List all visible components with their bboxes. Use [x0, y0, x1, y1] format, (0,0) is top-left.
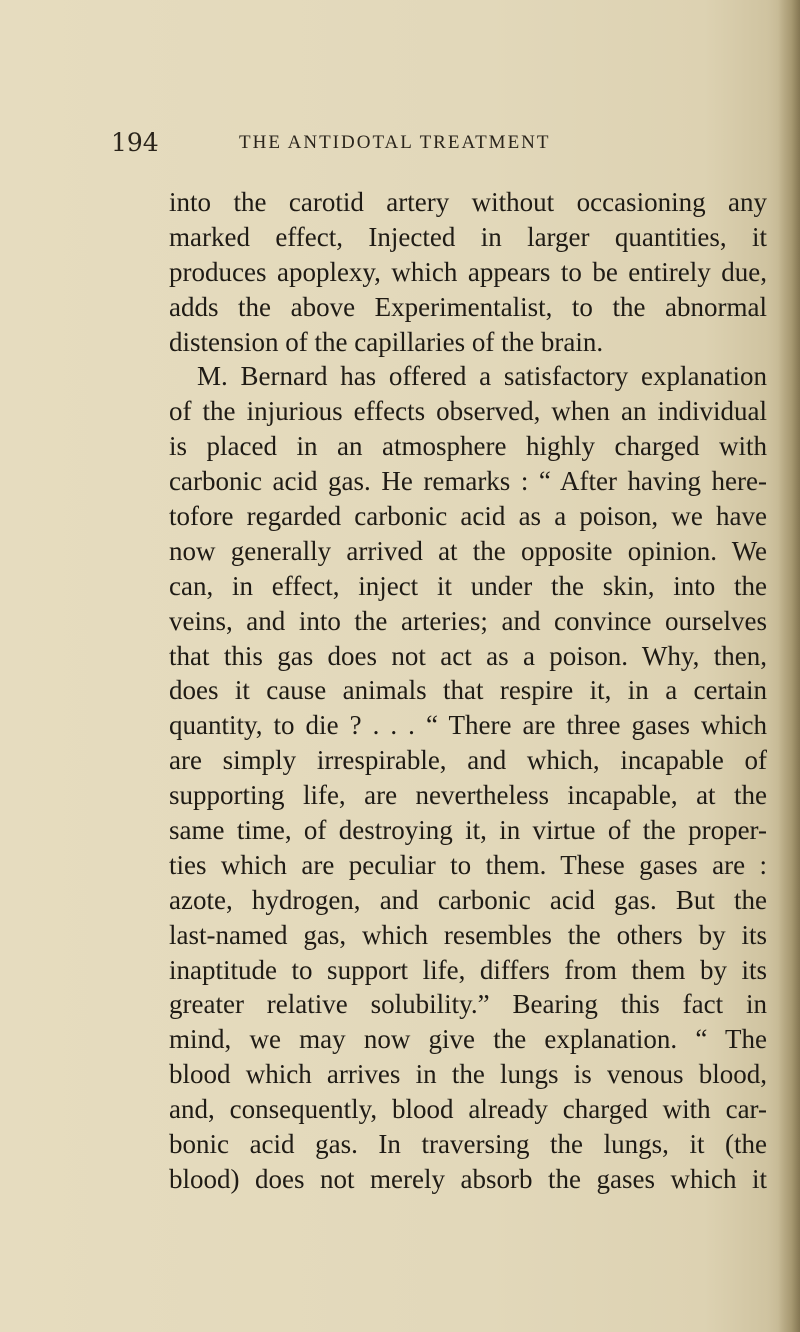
text-line: of the injurious effects observed, when an individual [169, 396, 767, 427]
text-line: adds the above Experimentalist, to the abnormal [169, 291, 767, 322]
text-line: and, consequently, blood already charged with car- [169, 1094, 767, 1125]
text-line: blood which arrives in the lungs is venous blood, [169, 1059, 767, 1090]
text-line: blood) does not merely absorb the gases which it [169, 1163, 767, 1194]
text-line: bonic acid gas. In traversing the lungs, it (the [169, 1129, 767, 1160]
text-line: supporting life, are nevertheless incapable, at the [169, 780, 767, 811]
body-text [169, 185, 767, 1197]
text-line: that this gas does not act as a poison. Why, then, [169, 640, 767, 671]
text-line: are simply irrespirable, and which, incapable of [169, 745, 767, 776]
text-line: same time, of destroying it, in virtue of the proper- [169, 815, 767, 846]
text-line: now generally arrived at the opposite opinion. We [169, 535, 767, 566]
text-line: distension of the capillaries of the brain. [169, 326, 604, 357]
page-number: 194 [111, 128, 159, 157]
text-line: greater relative solubility.” Bearing this fact in [169, 989, 767, 1020]
text-line: veins, and into the arteries; and convince ourselves [169, 605, 767, 636]
text-line: produces apoplexy, which appears to be entirely due, [169, 256, 767, 287]
text-line: can, in effect, inject it under the skin, into the [169, 570, 767, 601]
page-header [0, 128, 800, 168]
text-line: into the carotid artery without occasioning any [169, 187, 767, 217]
text-line: last-named gas, which resembles the others by its [169, 919, 767, 950]
text-line: is placed in an atmosphere highly charged with [169, 431, 767, 462]
page-edge-shadow [778, 0, 800, 1332]
text-line: quantity, to die ? . . . “ There are three gases which [169, 710, 767, 741]
text-line: carbonic acid gas. He remarks : “ After having here- [169, 466, 767, 497]
text-line: marked effect, Injected in larger quantities, it [169, 221, 767, 252]
running-head: THE ANTIDOTAL TREATMENT [239, 132, 551, 153]
text-line: ties which are peculiar to them. These gases are : [169, 849, 767, 880]
text-line: does it cause animals that respire it, in a certain [169, 675, 767, 706]
text-line: azote, hydrogen, and carbonic acid gas. But the [169, 884, 767, 915]
text-line: tofore regarded carbonic acid as a poison, we have [169, 501, 767, 532]
text-line: inaptitude to support life, differs from them by its [169, 954, 767, 985]
text-line: mind, we may now give the explanation. “ The [169, 1024, 767, 1055]
text-line: M. Bernard has offered a satisfactory explanation [197, 361, 767, 392]
